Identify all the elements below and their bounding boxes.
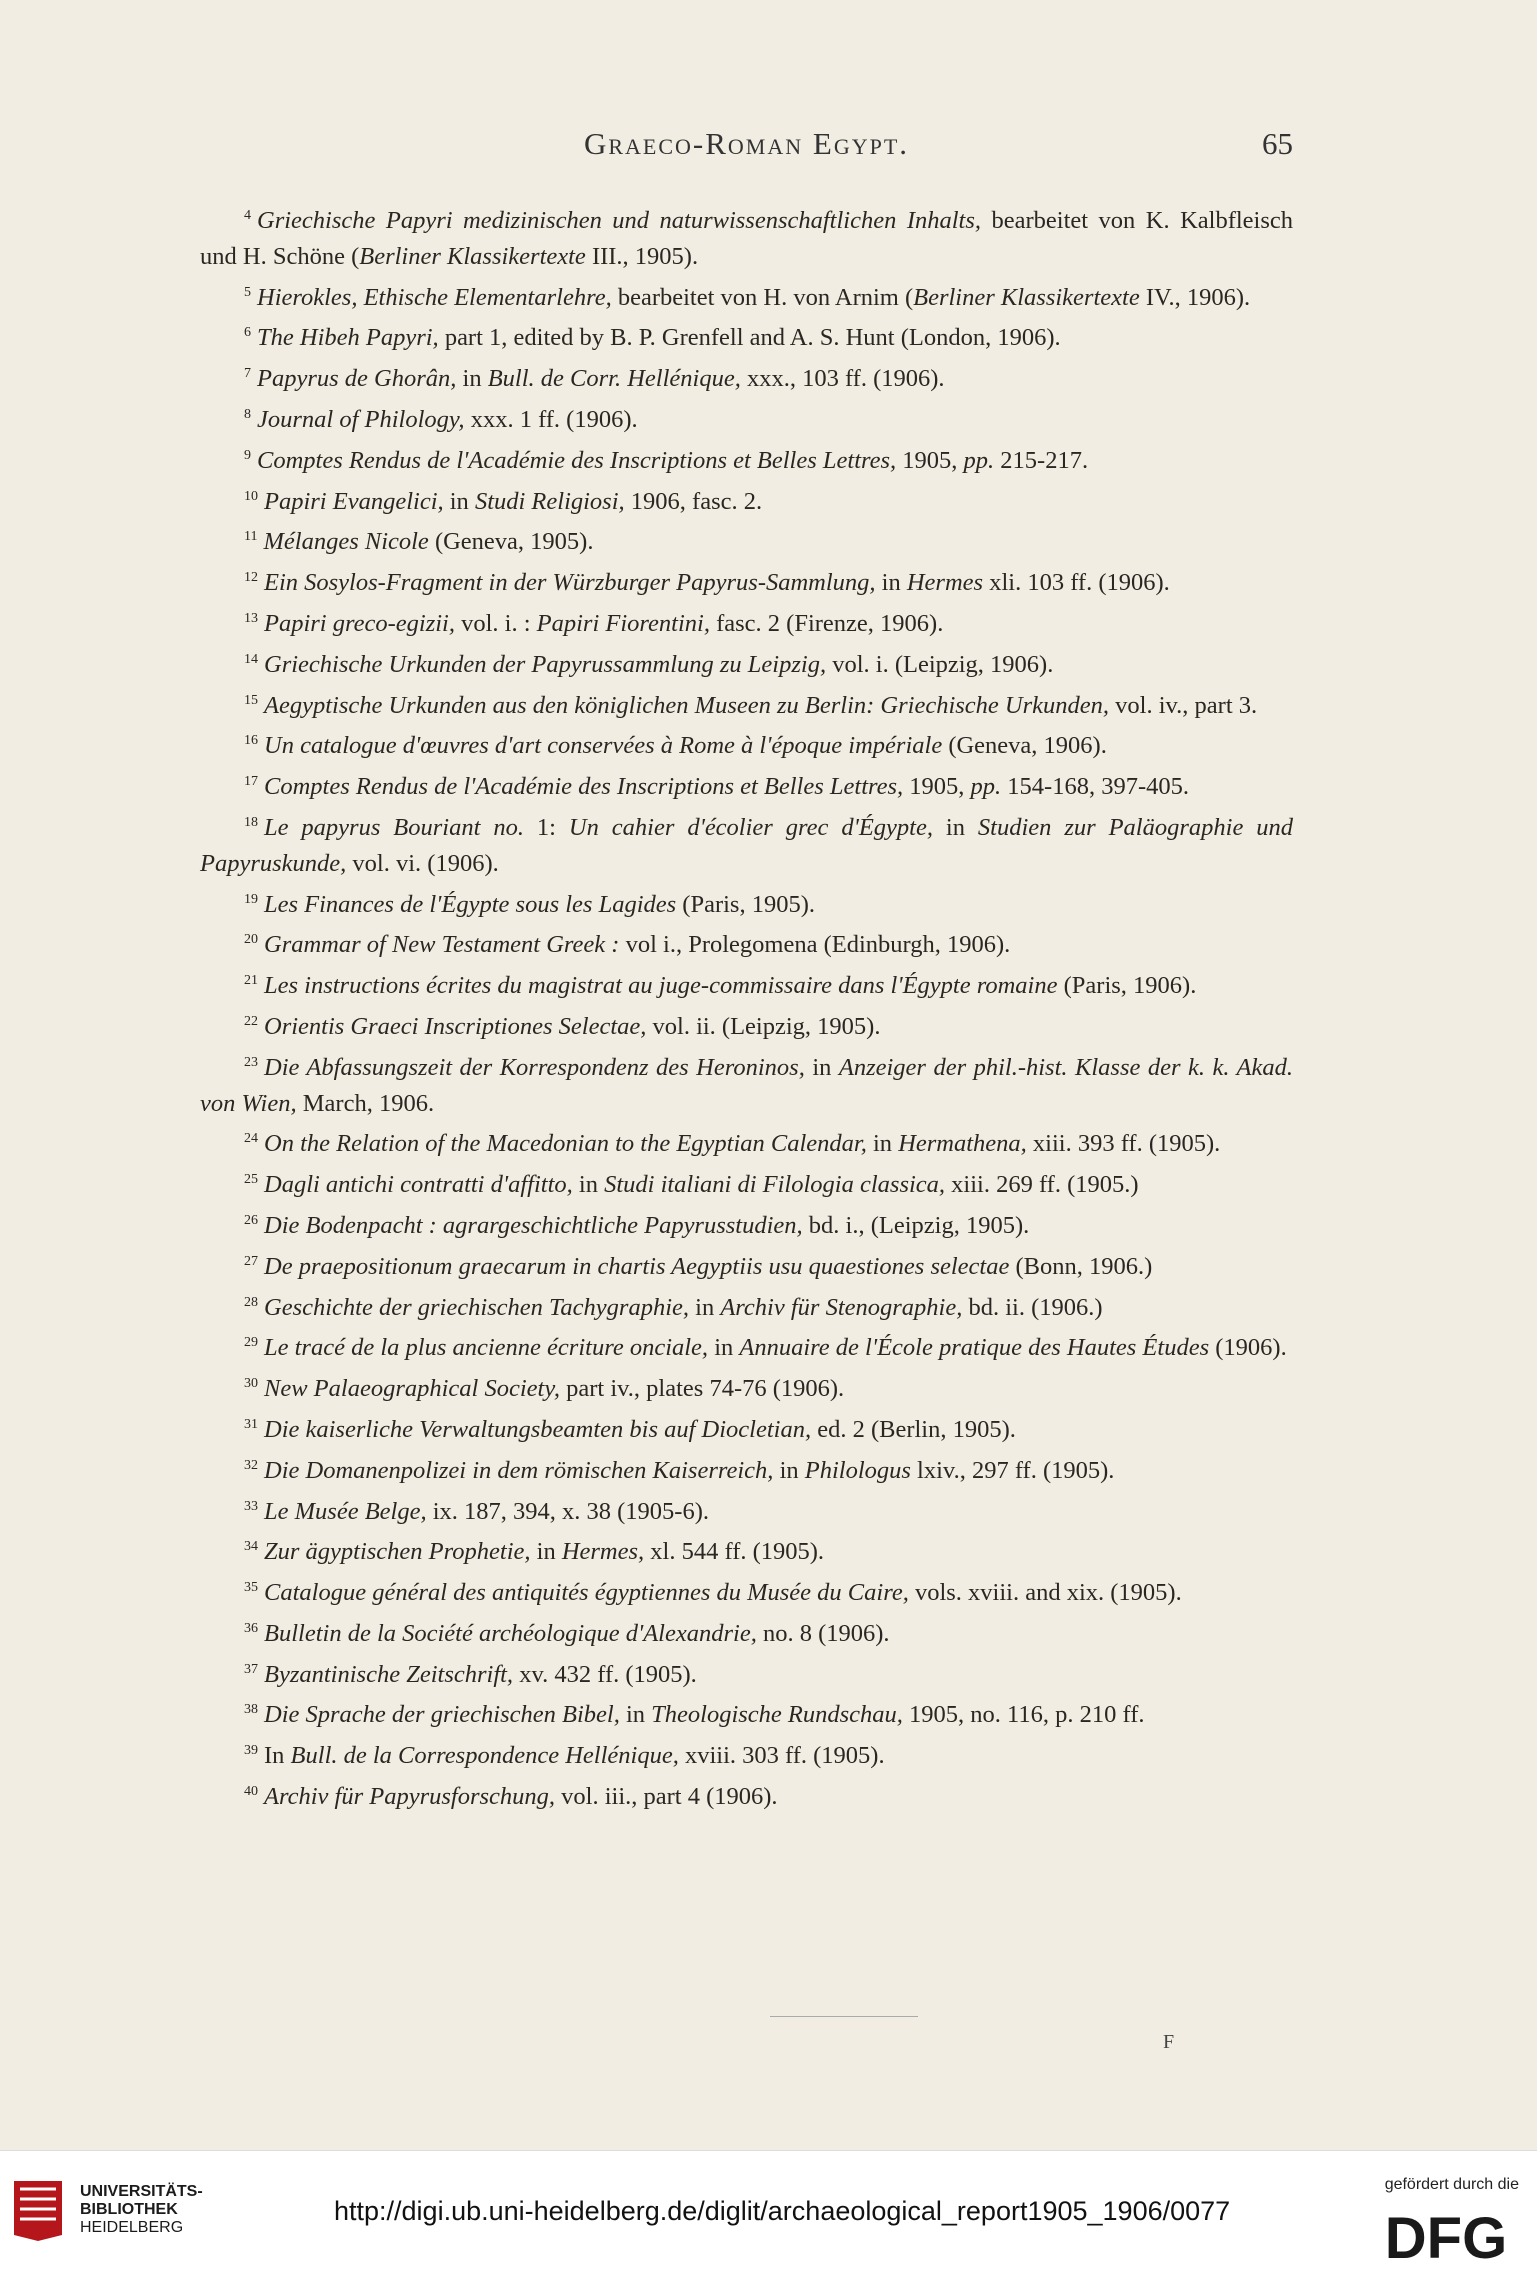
citation-text: vols. xviii. and xix. (1905). <box>908 1579 1182 1607</box>
footnote <box>200 1611 1293 1652</box>
citation-text: vol. iii., part 4 (1906). <box>555 1783 778 1811</box>
footnote-number: 24 <box>244 1131 258 1147</box>
permalink-url[interactable]: http://digi.ub.uni-heidelberg.de/diglit/archaeological_report1905_1906/0077 <box>334 2196 1231 2226</box>
university-library-logo <box>8 2175 68 2245</box>
title-italic: Berliner Klassikertexte <box>359 242 586 270</box>
citation-text: in <box>443 487 475 515</box>
footnote <box>200 519 1293 560</box>
citation-text: (Paris, 1906). <box>1057 972 1197 1000</box>
title-italic: Die Bodenpacht : agrargeschichtliche Papyrusstudien, <box>264 1211 803 1239</box>
footnote <box>200 1203 1293 1244</box>
title-italic: Comptes Rendus de l'Académie des Inscriptions et Belles Lettres, <box>257 446 897 474</box>
citation-text: bearbeitet von K. Kalbfleisch und H. Schöne ( <box>200 207 1294 270</box>
title-italic: Byzantinische Zeitschrift, <box>264 1660 514 1688</box>
citation-text: in <box>689 1293 721 1321</box>
footnote-number: 5 <box>244 284 251 300</box>
title-italic: Studi italiani di Filologia classica, <box>604 1171 946 1199</box>
footnote-number: 27 <box>244 1253 258 1269</box>
title-italic: Die Abfassungszeit der Korrespondenz des Heroninos, <box>264 1053 805 1081</box>
title-italic: Die kaiserliche Verwaltungsbeamten bis auf Diocletian, <box>264 1415 812 1443</box>
title-italic: Griechische Urkunden der Papyrussammlung zu Leipzig, <box>264 650 827 678</box>
title-italic: Papiri greco-egizii, <box>264 609 455 637</box>
title-italic: Un cahier d'écolier grec d'Égypte, <box>568 813 933 841</box>
dfg-logo <box>1373 2206 1519 2268</box>
title-italic: Bulletin de la Société archéologique d'Alexandrie, <box>264 1619 757 1647</box>
footnote <box>200 438 1293 479</box>
footnote <box>200 601 1293 642</box>
citation-text: xiii. 393 ff. (1905). <box>1026 1130 1221 1158</box>
footnote-number: 9 <box>244 447 251 463</box>
footnote-number: 20 <box>244 932 258 948</box>
footnote <box>200 1121 1293 1162</box>
title-italic: Studi Religiosi, <box>474 487 625 515</box>
title-italic: Aegyptische Urkunden aus den königlichen Museen zu Berlin: Griechische Urkunden, <box>264 691 1110 719</box>
title-italic: Archiv für Papyrusforschung, <box>264 1783 556 1811</box>
citation-text: 1905, <box>903 773 971 801</box>
citation-text: in <box>572 1171 605 1199</box>
signature-mark: F <box>1163 2031 1175 2053</box>
citation-text: part 1, edited by B. P. Grenfell and A. S. Hunt (London, 1906). <box>438 324 1061 352</box>
title-italic: pp. <box>970 773 1002 801</box>
citation-text: vol. ii. (Leipzig, 1905). <box>646 1012 881 1040</box>
title-italic: Archiv für Stenographie, <box>720 1293 963 1321</box>
citation-text: (1906). <box>1209 1334 1287 1362</box>
title-italic: Annuaire de l'École pratique des Hautes Études <box>739 1334 1210 1362</box>
footnote-number: 10 <box>244 488 258 504</box>
title-italic: Papiri Evangelici, <box>264 487 444 515</box>
footnote <box>200 315 1293 356</box>
citation-text: part iv., plates 74-76 (1906). <box>560 1375 845 1403</box>
title-italic: Zur ägyptischen Prophetie, <box>264 1538 531 1566</box>
page-number: 65 <box>1262 126 1293 161</box>
footnote <box>200 723 1293 764</box>
footnote <box>200 764 1293 805</box>
citation-text: IV., 1906). <box>1139 283 1251 311</box>
footnote <box>200 882 1293 923</box>
title-italic: Orientis Graeci Inscriptiones Selectae, <box>264 1012 647 1040</box>
svg-text:DFG: DFG <box>1384 2206 1508 2268</box>
citation-text: bd. ii. (1906.) <box>962 1293 1103 1321</box>
footnote <box>200 1652 1293 1693</box>
citation-text: fasc. 2 (Firenze, 1906). <box>709 609 944 637</box>
citation-text: vol. vi. (1906). <box>346 849 499 877</box>
title-italic: Studien zur Paläographie und Papyruskunde, <box>200 813 1294 877</box>
title-italic: The Hibeh Papyri, <box>257 324 439 352</box>
footnote-number: 25 <box>244 1172 258 1188</box>
footnote-number: 23 <box>244 1054 258 1070</box>
footnote <box>200 275 1293 316</box>
footnote-number: 37 <box>244 1661 258 1677</box>
title-italic: Hermes <box>906 569 984 597</box>
citation-text: 154-168, 397-405. <box>1001 773 1189 801</box>
citation-text: no. 8 (1906). <box>756 1619 890 1647</box>
footnote-number: 7 <box>244 366 251 382</box>
title-italic: Le Musée Belge, <box>264 1497 427 1525</box>
citation-text: 1: <box>523 813 569 841</box>
citation-text: in <box>875 569 907 597</box>
citation-text: xv. 432 ff. (1905). <box>513 1660 697 1688</box>
footnote <box>200 1529 1293 1570</box>
citation-text: March, 1906. <box>296 1089 435 1117</box>
footnote <box>200 1407 1293 1448</box>
footnote <box>200 1570 1293 1611</box>
citation-text: lxiv., 297 ff. (1905). <box>910 1456 1115 1484</box>
footnote-number: 31 <box>244 1416 258 1432</box>
citation-text: 1905, no. 116, p. 210 ff. <box>902 1701 1145 1729</box>
running-head <box>200 126 1293 166</box>
title-italic: Journal of Philology, <box>257 405 465 433</box>
footnote-number: 35 <box>244 1580 258 1596</box>
citation-text: xviii. 303 ff. (1905). <box>678 1742 885 1770</box>
citation-text: in <box>530 1538 562 1566</box>
citation-text: in <box>708 1334 740 1362</box>
footnote <box>200 1325 1293 1366</box>
footnote <box>200 356 1293 397</box>
footnote <box>200 560 1293 601</box>
title-italic: Die Domanenpolizei in dem römischen Kaiserreich, <box>264 1456 774 1484</box>
footnote <box>200 1045 1293 1122</box>
citation-text: in <box>456 365 488 393</box>
title-italic: Griechische Papyri medizinischen und naturwissenschaftlichen Inhalts, <box>257 207 982 234</box>
title-italic: De praepositionum graecarum in chartis Aegyptiis usu quaestiones selectae <box>264 1252 1010 1280</box>
citation-text: III., 1905). <box>585 242 699 270</box>
footnote-number: 36 <box>244 1620 258 1636</box>
citation-text: 1906, fasc. 2. <box>624 487 763 515</box>
title-italic: Hermathena, <box>898 1130 1027 1158</box>
title-italic: Catalogue général des antiquités égyptiennes du Musée du Caire, <box>264 1579 909 1607</box>
footnote-number: 12 <box>244 570 258 586</box>
title-italic: Bull. de la Correspondence Hellénique, <box>290 1742 679 1770</box>
footnote-number: 26 <box>244 1212 258 1228</box>
citation-text: xxx. 1 ff. (1906). <box>464 405 638 433</box>
title-italic: Papyrus de Ghorân, <box>257 365 457 393</box>
title-italic: Comptes Rendus de l'Académie des Inscriptions et Belles Lettres, <box>264 773 904 801</box>
footnote-number: 39 <box>244 1743 258 1759</box>
footnotes-list <box>200 198 1293 1815</box>
citation-text: xli. 103 ff. (1906). <box>983 569 1170 597</box>
title-italic: Grammar of New Testament Greek : <box>264 931 620 959</box>
footnote <box>200 397 1293 438</box>
footnote-number: 38 <box>244 1702 258 1718</box>
title-italic: Bull. de Corr. Hellénique, <box>487 365 741 393</box>
footnote <box>200 1366 1293 1407</box>
title-italic: Les Finances de l'Égypte sous les Lagides <box>264 890 677 918</box>
citation-text: (Bonn, 1906.) <box>1009 1252 1153 1280</box>
citation-text: vol i., Prolegomena (Edinburgh, 1906). <box>619 931 1011 959</box>
citation-text: in <box>804 1053 839 1081</box>
citation-text: bearbeitet von H. von Arnim ( <box>611 283 914 311</box>
citation-text: In <box>264 1742 291 1770</box>
footnote-number: 15 <box>244 692 258 708</box>
title-italic: New Palaeographical Society, <box>264 1375 560 1403</box>
citation-text: (Geneva, 1905). <box>428 528 594 556</box>
citation-text: xiii. 269 ff. (1905.) <box>945 1171 1139 1199</box>
library-name: UNIVERSITÄTS- BIBLIOTHEK HEIDELBERG <box>80 2183 203 2236</box>
footnote-number: 11 <box>244 529 258 545</box>
footnote <box>200 1489 1293 1530</box>
footnote <box>200 479 1293 520</box>
title-italic: Geschichte der griechischen Tachygraphie, <box>264 1293 690 1321</box>
footnote <box>200 1162 1293 1203</box>
citation-text: (Geneva, 1906). <box>942 732 1107 760</box>
citation-text: 215-217. <box>994 446 1089 474</box>
footnote <box>200 198 1293 275</box>
title-italic: Berliner Klassikertexte <box>913 283 1140 311</box>
title-italic: Philologus <box>804 1456 911 1484</box>
footnote-number: 21 <box>244 973 258 989</box>
citation-text: bd. i., (Leipzig, 1905). <box>802 1211 1030 1239</box>
footnote <box>200 1733 1293 1774</box>
footnote <box>200 1692 1293 1733</box>
citation-text: xxx., 103 ff. (1906). <box>740 365 945 393</box>
citation-text: vol. i. : <box>454 609 537 637</box>
footnote <box>200 642 1293 683</box>
title-italic: On the Relation of the Macedonian to the Egyptian Calendar, <box>264 1130 867 1158</box>
footnote-number: 14 <box>244 651 258 667</box>
footnote-number: 17 <box>244 774 258 790</box>
citation-text: (Paris, 1905). <box>676 890 815 918</box>
footnote-number: 34 <box>244 1539 258 1555</box>
title-italic: Hierokles, Ethische Elementarlehre, <box>257 283 612 311</box>
footnote <box>200 922 1293 963</box>
title-italic: Dagli antichi contratti d'affitto, <box>264 1171 573 1199</box>
citation-text: vol. i. (Leipzig, 1906). <box>826 650 1054 678</box>
title-italic: Ein Sosylos-Fragment in der Würzburger Papyrus-Sammlung, <box>264 569 876 597</box>
title-italic: pp. <box>963 446 995 474</box>
citation-text: 1905, <box>896 446 964 474</box>
footnote-number: 13 <box>244 610 258 626</box>
running-title: Graeco-Roman Egypt. <box>583 126 910 161</box>
footnote <box>200 1448 1293 1489</box>
footnote <box>200 683 1293 724</box>
citation-text: in <box>866 1130 899 1158</box>
footnote-number: 22 <box>244 1013 258 1029</box>
title-italic: Hermes, <box>561 1538 645 1566</box>
footnote <box>200 1285 1293 1326</box>
title-italic: Mélanges Nicole <box>263 528 429 556</box>
citation-text: xl. 544 ff. (1905). <box>644 1538 825 1566</box>
footnote-number: 18 <box>244 814 258 830</box>
footer-rule <box>770 2016 918 2017</box>
title-italic: Papiri Fiorentini, <box>536 609 710 637</box>
footnote <box>200 1244 1293 1285</box>
title-italic: Les instructions écrites du magistrat au juge-commissaire dans l'Égypte romaine <box>264 972 1058 1000</box>
footnote-number: 40 <box>244 1784 258 1800</box>
footnote-number: 16 <box>244 733 258 749</box>
footnote <box>200 963 1293 1004</box>
title-italic: Un catalogue d'œuvres d'art conservées à Rome à l'époque impériale <box>264 732 943 760</box>
footnote-number: 19 <box>244 891 258 907</box>
footnote-number: 4 <box>244 208 251 223</box>
title-italic: Theologische Rundschau, <box>651 1701 903 1729</box>
footnote-number: 29 <box>244 1335 258 1351</box>
title-italic: Die Sprache der griechischen Bibel, <box>264 1701 620 1729</box>
citation-text: in <box>619 1701 652 1729</box>
footnote-number: 30 <box>244 1376 258 1392</box>
footnote-number: 32 <box>244 1457 258 1473</box>
title-italic: Le papyrus Bouriant no. <box>264 813 524 841</box>
footnote <box>200 1004 1293 1045</box>
title-italic: Le tracé de la plus ancienne écriture onciale, <box>264 1334 709 1362</box>
citation-text: vol. iv., part 3. <box>1109 691 1258 719</box>
footnote <box>200 1774 1293 1815</box>
citation-text: in <box>932 813 978 841</box>
citation-text: ed. 2 (Berlin, 1905). <box>811 1415 1016 1443</box>
title-italic: Anzeiger der phil.-hist. Klasse der k. k. Akad. von Wien, <box>200 1053 1293 1117</box>
citation-text: in <box>773 1456 805 1484</box>
citation-text: ix. 187, 394, x. 38 (1905-6). <box>426 1497 710 1525</box>
footnote-number: 28 <box>244 1294 258 1310</box>
footnote-number: 6 <box>244 325 251 341</box>
footnote-number: 33 <box>244 1498 258 1514</box>
funder-caption: gefördert durch die <box>1384 2176 1519 2193</box>
footnote <box>200 805 1293 882</box>
footnote-number: 8 <box>244 406 251 422</box>
